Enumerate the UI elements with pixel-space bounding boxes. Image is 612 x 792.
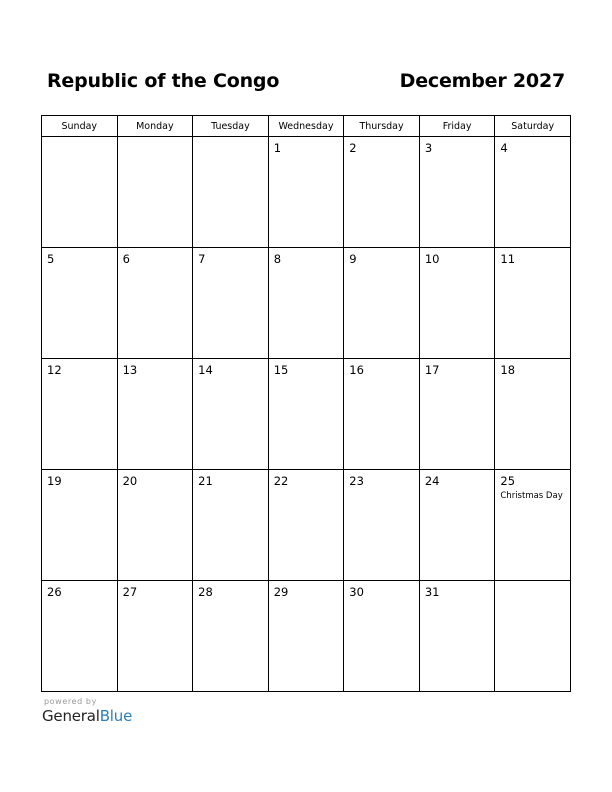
- day-number: 18: [500, 363, 516, 377]
- day-cell: [268, 470, 344, 581]
- day-number: 24: [424, 474, 440, 488]
- powered-by-label: powered by: [44, 697, 97, 706]
- day-number: 3: [424, 141, 433, 155]
- day-cell: [344, 359, 420, 470]
- day-cell: [117, 248, 193, 359]
- day-cell: [419, 470, 495, 581]
- day-number: 15: [273, 363, 289, 377]
- day-number: 21: [198, 474, 213, 488]
- weekday-header: Thursday: [344, 116, 420, 137]
- day-cell: [268, 581, 344, 692]
- day-cell: [495, 359, 571, 470]
- day-number: 6: [122, 252, 130, 266]
- empty-day-cell: [495, 581, 571, 692]
- day-number: 26: [47, 585, 62, 599]
- day-number: 25: [500, 474, 516, 488]
- generalblue-logo[interactable]: [42, 707, 132, 725]
- calendar-week-row: [42, 137, 571, 248]
- day-cell: [42, 581, 118, 692]
- day-number: 2: [349, 141, 357, 155]
- day-number: 16: [349, 363, 364, 377]
- day-cell: [193, 359, 269, 470]
- day-number: 7: [198, 252, 206, 266]
- day-number: 17: [424, 363, 440, 377]
- day-cell: [117, 359, 193, 470]
- day-number: 27: [122, 585, 138, 599]
- brand-blue-text: Blue: [99, 707, 133, 725]
- calendar-month-title: December 2027: [399, 70, 565, 92]
- weekday-header: Saturday: [495, 116, 571, 137]
- calendar-grid: [41, 115, 571, 692]
- day-number: 23: [349, 474, 364, 488]
- day-cell: [268, 248, 344, 359]
- calendar-week-row: [42, 470, 571, 581]
- day-cell: [42, 248, 118, 359]
- day-number: 22: [273, 474, 289, 488]
- day-cell: [42, 359, 118, 470]
- day-cell: [344, 581, 420, 692]
- day-cell: [419, 137, 495, 248]
- day-number: 30: [349, 585, 364, 599]
- empty-day-cell: [193, 137, 269, 248]
- day-cell: [42, 470, 118, 581]
- day-number: 8: [273, 252, 282, 266]
- day-cell: [193, 248, 269, 359]
- day-number: 9: [349, 252, 357, 266]
- weekday-header-row: [42, 116, 571, 137]
- day-number: 4: [500, 141, 508, 155]
- calendar-country-title: Republic of the Congo: [47, 70, 280, 92]
- holiday-label: Christmas Day: [500, 491, 563, 501]
- day-cell: [268, 137, 344, 248]
- empty-day-cell: [117, 137, 193, 248]
- day-cell: [117, 581, 193, 692]
- day-cell: [344, 470, 420, 581]
- day-number: 29: [273, 585, 289, 599]
- day-number: 10: [424, 252, 440, 266]
- day-number: 14: [198, 363, 213, 377]
- day-cell: [268, 359, 344, 470]
- day-number: 20: [122, 474, 138, 488]
- weekday-header: Tuesday: [193, 116, 269, 137]
- calendar-week-row: [42, 248, 571, 359]
- day-cell: [419, 581, 495, 692]
- day-cell: [193, 581, 269, 692]
- weekday-header: Monday: [117, 116, 193, 137]
- weekday-header: Sunday: [42, 116, 118, 137]
- weekday-header: Wednesday: [268, 116, 344, 137]
- brand-general-text: General: [42, 707, 100, 725]
- day-cell: [419, 248, 495, 359]
- empty-day-cell: [42, 137, 118, 248]
- calendar-week-row: [42, 581, 571, 692]
- day-cell: [495, 137, 571, 248]
- day-number: 1: [273, 141, 282, 155]
- weekday-header: Friday: [419, 116, 495, 137]
- day-number: 11: [500, 252, 516, 266]
- calendar-week-row: [42, 359, 571, 470]
- day-cell: [117, 470, 193, 581]
- footer-branding: [42, 697, 132, 725]
- day-cell: [193, 470, 269, 581]
- day-number: 28: [198, 585, 213, 599]
- day-number: 12: [47, 363, 62, 377]
- day-cell: [495, 470, 571, 581]
- day-number: 13: [122, 363, 138, 377]
- day-cell: [344, 137, 420, 248]
- day-cell: [495, 248, 571, 359]
- day-number: 31: [424, 585, 440, 599]
- day-number: 5: [47, 252, 55, 266]
- day-cell: [419, 359, 495, 470]
- day-number: 19: [47, 474, 62, 488]
- day-cell: [344, 248, 420, 359]
